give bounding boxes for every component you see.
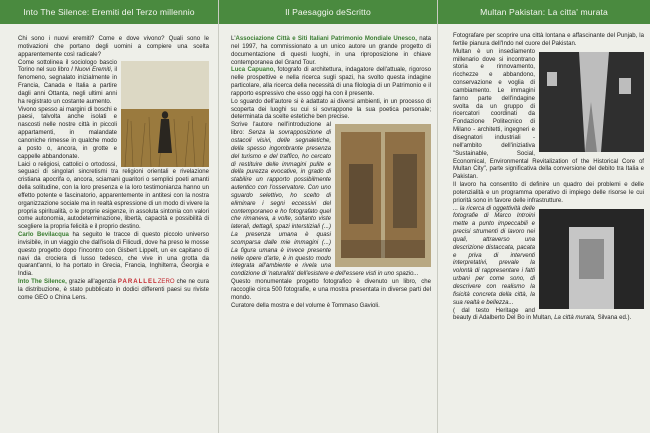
column-body: [219, 24, 437, 311]
association-name: Associazione Città e Siti Italiani Patrimonio Mondiale Unesco,: [235, 36, 417, 42]
project-name: Into The Silence,: [18, 279, 67, 286]
column-header: Into The Silence: Eremiti del Terzo millennio: [0, 0, 218, 24]
paragraph: Vivono spesso ai margini di boschi e paesi, talvolta anche isolati e nascosti nelle nostre città in piccoli appartamenti, in malandate canoniche rimesse in qualche modo a posto o, ancora, in grotte e cappelle abbandonate.: [18, 106, 117, 160]
author-name: Luca Capuano,: [231, 67, 276, 74]
hermit-field-photo: [121, 61, 209, 167]
paragraph: Lo sguardo dell'autore si è adattato ai diversi ambienti, in un processo di scoperta dei luoghi su cui si sovrappone la sua poetica personale; determinata da scelte estetiche ben precise.: [231, 98, 431, 121]
paragraph: L'Associazione Città e Siti Italiani Patrimonio Mondiale Unesco, nata nel 1997, ha commissionato a un unico autore un grande progetto di documentazione di questi luoghi, in una riproposizione in chiave contemporanea del Grand Tour.: [231, 36, 431, 66]
paragraph: Come sottolinea il sociologo bascio Torino nel suo libro I Nuovi Eremiti, il fenomeno, segnalato inizialmente in Francia, Canada e Italia a partire dagli anni Ottanta, negli ultimi anni ha registrato un costante aumento.: [18, 59, 118, 105]
paragraph: Chi sono i nuovi eremiti? Come e dove vivono? Quali sono le motivazioni che portano degli uomini a compiere una scelta apparentemente così radicale?: [18, 36, 209, 58]
paragraph: Carlo Bevilacqua ha seguito le tracce di questo piccolo universo invisibile, in un viaggio che dall'isola di Filicudi, dove ha preso le mosse questo progetto dopo l'incontro con Gisbert Lippelt, un ex capitano di navi da crociera di lusso tedesco, che vive in una grotta da quarant'anni, lo ha portato in Grecia, Francia, Inghilterra, Georgia e India.: [18, 232, 209, 278]
column-body: [0, 24, 218, 303]
paragraph: Il lavoro ha consentito di definire un quadro dei problemi e delle potenzialità e un programma operativo di impiego delle risorse le cui priorità sono in favore delle infrastrutture.: [453, 182, 644, 204]
quote: ... la ricerca di oggettività delle fotografie di Marco Introini mette a punto impeccabili e precisi strumenti di lavoro nei quali, attraverso una descrizione distaccata, pacata e priva di interventi interpretativi, prevale la volontà di rappresentare i fatti urbani per come sono, di descrivere con realismo la fisicità concreta della città, la sua realtà e bellezza...: [453, 205, 535, 306]
column-header: Multan Pakistan: La citta' murata: [438, 0, 650, 24]
multan-alley-photo: [539, 209, 644, 309]
column-header: Il Paesaggio deScritto: [219, 0, 437, 24]
fresco-painting-photo: [335, 124, 431, 267]
column-paesaggio-descritto: [218, 0, 437, 433]
paragraph: ( dal testo Heritage and beauty di Adalberto Del Bo in Multan, La città murata, Silvana ed.).: [453, 307, 632, 322]
column-into-the-silence: [0, 0, 218, 433]
paragraph: Into The Silence, grazie all'agenzia PARALLELZERO che ne cura la distribuzione, è stato pubblicato in dodici differenti paesi su riviste come GEO o China Lens.: [18, 279, 209, 301]
paragraph: Laici o religiosi, cattolici o ortodossi, seguaci di singolari sincretismi tra religioni orientali e rivelazione cristiana apocrifa o, ancora, sciamani guaritori o semplici poeti amanti della solitudine, con la loro presenza e la loro testimonianza hanno un effetto potente e fascinatorio, apparentemente in antitesi con la nostra organizzazione sociale ma in realtà espressione di un modo di vivere la propria spiritualità, o le proprie esigenze, in assoluta sintonia con valori come autonomia, autodeterminazione, libertà, capacità e possibilità di scegliere la propria felicità e il proprio destino.: [18, 161, 209, 231]
paragraph: Multan è un insediamento millenario dove si incontrano storia e rinnovamento, ricchezze e abbandono, conservazione e voglia di cambiamento. Le immagini fanno parte dell'indagine svolta da un gruppo di ricercatori coordinati da Fondazione Politecnico di Milano - architetti, ingegneri e disegnatori industriali - nell'ambito dell'iniziativa "Sustainable, Social, Economical, Environmental Revitalization of the Historical Core of Multan City", parte significativa della conversione del debito tra Italia e Pakistan.: [453, 48, 644, 181]
column-body: [438, 24, 650, 323]
paragraph: Fotografare per scoprire una città lontana e affascinante del Punjab, la fertile pianura dell'Indo nel cuore del Pakistan.: [453, 33, 644, 47]
paragraph: Luca Capuano, fotografo di architettura, indagatore dell'attuale, rigoroso nelle prospettive e nella ricerca sugli spazi, ha svolto questa indagine particolare, alla ricerca della necessità di una filologia di un Patrimonio e il rapporto espressivo che esso oggi ha con il presente.: [231, 67, 432, 97]
multan-street-photo: [539, 52, 644, 152]
column-multan: [437, 0, 650, 433]
paragraph: Curatore della mostra e del volume è Tommaso Gavioli.: [231, 302, 380, 309]
parallel-zero-logo: PARALLEL: [117, 279, 158, 286]
paragraph: Scrive l'autore nell'introduzione al libro: Senza la sovrapposizione di ostacoli visivi, delle segnaletiche, della spesso ingombrante presenza del turismo e del traffico, ho cercato di restituire delle immagini pulite e della purezza evocative, in grado di stabilire un rapporto possibilmente autentico con l'osservatore. Con uno sguardo selettivo, ho scelto di eliminare i segni eccessivi del contemporaneo e ho fotografato quel che rimaneva, a volte, soltanto viste laterali, dettagli, spazi interstiziali (...) La presenza umana è quasi scomparsa dalle mie immagini (...) La figura umana è invece presente nelle opere d'arte, è in questo modo integrata all'ambiente e rivela una condizione di 'naturalità' dell'esistere e dell'essere visti in uno spazio...: [231, 122, 419, 278]
paragraph: Questo monumentale progetto fotografico è divenuto un libro, che raccoglie circa 500 fotografie, e una mostra presentata in diverse parti del mondo.: [231, 279, 431, 301]
author-name: Carlo Bevilacqua: [18, 232, 69, 239]
